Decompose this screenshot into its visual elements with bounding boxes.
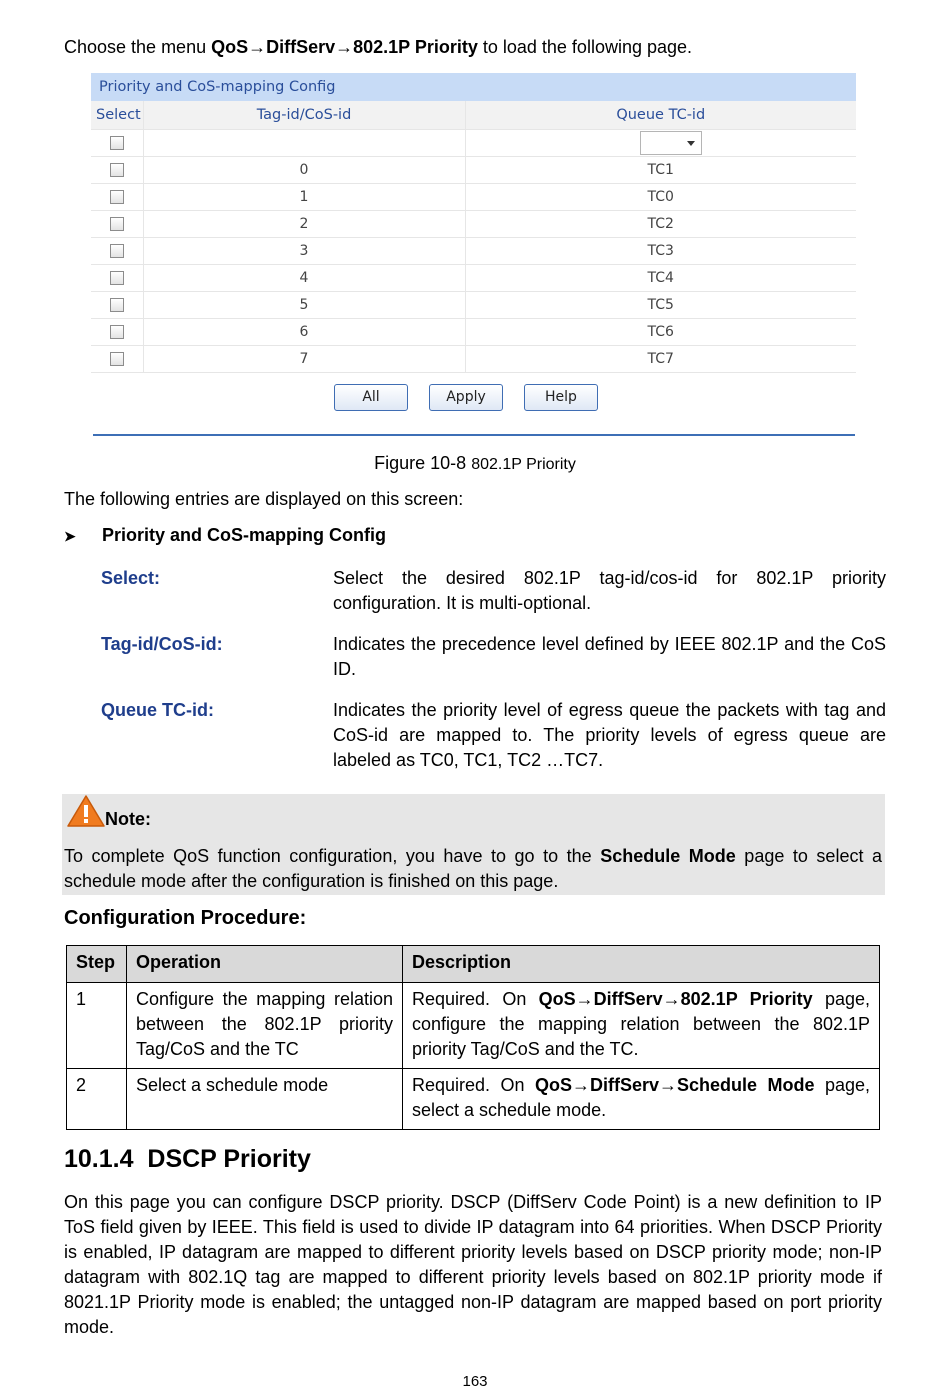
operation-text: Select a schedule mode xyxy=(127,1069,403,1130)
row-checkbox[interactable] xyxy=(110,217,124,231)
section-heading: ➤ Priority and CoS-mapping Config xyxy=(64,525,386,545)
step-number: 1 xyxy=(67,983,127,1069)
procedure-row xyxy=(67,983,880,1069)
select-all-checkbox[interactable] xyxy=(110,136,124,150)
tag-id-cell: 4 xyxy=(143,264,465,291)
tag-id-cell: 7 xyxy=(143,345,465,372)
section-title: 10.1.4 DSCP Priority xyxy=(64,1145,311,1173)
description-text: Required. On QoS→DiffServ→802.1P Priority page, configure the mapping relation between the 802.1P priority Tag/CoS and the TC. xyxy=(403,983,880,1069)
procedure-row xyxy=(67,1069,880,1130)
operation-text: Configure the mapping relation between the 802.1P priority Tag/CoS and the TC xyxy=(127,983,403,1069)
table-row xyxy=(91,291,856,318)
row-checkbox[interactable] xyxy=(110,244,124,258)
definition-text: Indicates the priority level of egress queue the packets with tag and CoS-id are mapped to. The priority levels of egress queue are labeled as TC0, TC1, TC2 …TC7. xyxy=(333,700,886,770)
warning-icon xyxy=(66,794,106,828)
queue-tc-cell: TC1 xyxy=(465,156,856,183)
row-checkbox[interactable] xyxy=(110,352,124,366)
queue-tc-cell: TC5 xyxy=(465,291,856,318)
procedure-title: Configuration Procedure: xyxy=(64,907,307,929)
queue-tc-cell: TC2 xyxy=(465,210,856,237)
priority-config-panel xyxy=(91,73,856,405)
intro-text: Choose the menu QoS→DiffServ→802.1P Priority to load the following page. xyxy=(64,37,693,57)
body-paragraph: On this page you can configure DSCP priority. DSCP (DiffServ Code Point) is a new definition to IP ToS field given by IEEE. This field is used to divide IP datagram into 64 priorities. When DSCP Priority is enabled, IP datagram are mapped to different priority levels based on DSCP priority mode; non-IP datagram with 802.1Q tag are mapped to different priority levels based on 802.1P priority mode if 8021.1P Priority mode is enabled; the untagged non-IP datagram are mapped based on port priority mode. xyxy=(64,1192,882,1337)
queue-tc-cell: TC4 xyxy=(465,264,856,291)
row-checkbox[interactable] xyxy=(110,325,124,339)
arrow-bullet-icon: ➤ xyxy=(64,528,76,544)
figure-caption: Figure 10-8 802.1P Priority xyxy=(374,453,576,473)
help-button[interactable]: Help xyxy=(524,384,598,411)
entries-intro: The following entries are displayed on this screen: xyxy=(64,489,464,509)
table-row xyxy=(91,345,856,372)
description-text: Required. On QoS→DiffServ→Schedule Mode page, select a schedule mode. xyxy=(403,1069,880,1130)
apply-button[interactable]: Apply xyxy=(429,384,503,411)
menu-path: QoS→DiffServ→802.1P Priority xyxy=(211,37,478,57)
queue-tc-cell: TC7 xyxy=(465,345,856,372)
row-checkbox[interactable] xyxy=(110,271,124,285)
procedure-header-row xyxy=(67,946,880,983)
procedure-table xyxy=(66,945,880,1130)
queue-tc-dropdown[interactable] xyxy=(640,131,702,155)
definition-term: Queue TC-id: xyxy=(101,700,214,720)
queue-tc-cell: TC3 xyxy=(465,237,856,264)
header-step: Step xyxy=(67,946,127,983)
note-text: To complete QoS function configuration, you have to go to the Schedule Mode page to select a schedule mode after the configuration is finished on this page. xyxy=(64,846,882,891)
tag-id-cell: 2 xyxy=(143,210,465,237)
page-number: 163 xyxy=(462,1373,488,1390)
mapping-table xyxy=(91,101,856,373)
definition-text: Indicates the precedence level defined by IEEE 802.1P and the CoS ID. xyxy=(333,634,886,679)
step-number: 2 xyxy=(67,1069,127,1130)
queue-tc-cell: TC0 xyxy=(465,183,856,210)
table-row xyxy=(91,264,856,291)
definition-term: Tag-id/CoS-id: xyxy=(101,634,223,654)
header-description: Description xyxy=(403,946,880,983)
column-header-select: Select xyxy=(91,101,143,129)
table-header-row xyxy=(91,101,856,129)
header-operation: Operation xyxy=(127,946,403,983)
row-checkbox[interactable] xyxy=(110,163,124,177)
tag-id-cell: 1 xyxy=(143,183,465,210)
table-row xyxy=(91,237,856,264)
all-button[interactable]: All xyxy=(334,384,408,411)
table-row xyxy=(91,183,856,210)
note-box xyxy=(62,794,885,895)
figure-divider xyxy=(93,434,855,436)
tag-id-cell: 5 xyxy=(143,291,465,318)
table-row xyxy=(91,210,856,237)
note-label: Note: xyxy=(105,809,151,829)
panel-title: Priority and CoS-mapping Config xyxy=(91,73,856,101)
column-header-queue-tc-id: Queue TC-id xyxy=(465,101,856,129)
definition-term: Select: xyxy=(101,568,161,588)
column-header-tag-id: Tag-id/CoS-id xyxy=(143,101,465,129)
tag-id-cell: 3 xyxy=(143,237,465,264)
tag-id-cell: 0 xyxy=(143,156,465,183)
queue-tc-cell: TC6 xyxy=(465,318,856,345)
table-row xyxy=(91,318,856,345)
definition-text: Select the desired 802.1P tag-id/cos-id for 802.1P priority configuration. It is multi-optional. xyxy=(333,568,886,613)
table-row xyxy=(91,156,856,183)
row-checkbox[interactable] xyxy=(110,298,124,312)
tag-id-cell: 6 xyxy=(143,318,465,345)
table-row-select-all xyxy=(91,129,856,156)
row-checkbox[interactable] xyxy=(110,190,124,204)
